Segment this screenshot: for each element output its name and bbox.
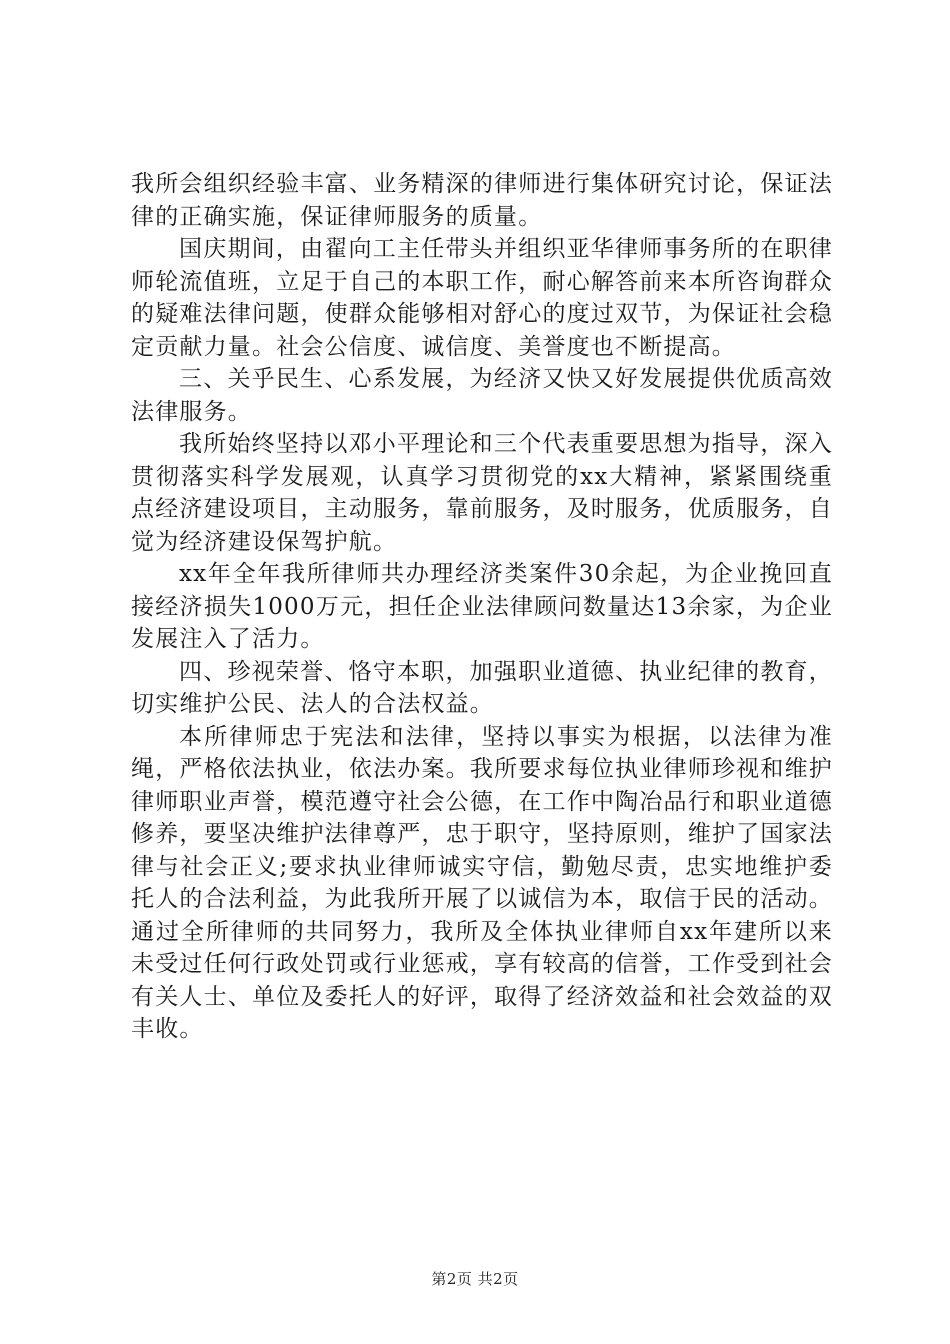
page-footer: 第2页 共2页 <box>431 1270 519 1288</box>
paragraph-7: 本所律师忠于宪法和法律，坚持以事实为根据，以法律为准绳，严格依法执业，依法办案。我所要求每位执业律师珍视和维护律师职业声誉，模范遵守社会公德，在工作中陶冶品行和职业道德修养，要坚决维护法律尊严，忠于职守，坚持原则，维护了国家法律与社会正义;要求执业律师诚实守信，勤勉尽责，忠实地维护委托人的合法利益，为此我所开展了以诚信为本，取信于民的活动。通过全所律师的共同努力，我所及全体执业律师自xx年建所以来未受过任何行政处罚或行业惩戒，享有较高的信誉，工作受到社会有关人士、单位及委托人的好评，取得了经济效益和社会效益的双丰收。 <box>131 723 833 1042</box>
paragraph-1: 我所会组织经验丰富、业务精深的律师进行集体研究讨论，保证法律的正确实施，保证律师服务的质量。 <box>131 171 833 230</box>
paragraph-4: 我所始终坚持以邓小平理论和三个代表重要思想为指导，深入贯彻落实科学发展观，认真学习贯彻党的xx大精神，紧紧围绕重点经济建设项目，主动服务，靠前服务，及时服务，优质服务，自觉为经济建设保驾护航。 <box>131 431 833 555</box>
paragraph-5: xx年全年我所律师共办理经济类案件30余起，为企业挽回直接经济损失1000万元，担任企业法律顾问数量达13余家，为企业发展注入了活力。 <box>131 561 833 652</box>
paragraph-2: 国庆期间，由翟向工主任带头并组织亚华律师事务所的在职律师轮流值班，立足于自己的本职工作，耐心解答前来本所咨询群众的疑难法律问题，使群众能够相对舒心的度过双节，为保证社会稳定贡献力量。社会公信度、诚信度、美誉度也不断提高。 <box>131 236 833 360</box>
document-body <box>131 168 833 1046</box>
section-heading-4: 四、珍视荣誉、恪守本职，加强职业道德、执业纪律的教育，切实维护公民、法人的合法权益。 <box>131 658 833 717</box>
section-heading-3: 三、关乎民生、心系发展，为经济又快又好发展提供优质高效法律服务。 <box>131 366 833 425</box>
